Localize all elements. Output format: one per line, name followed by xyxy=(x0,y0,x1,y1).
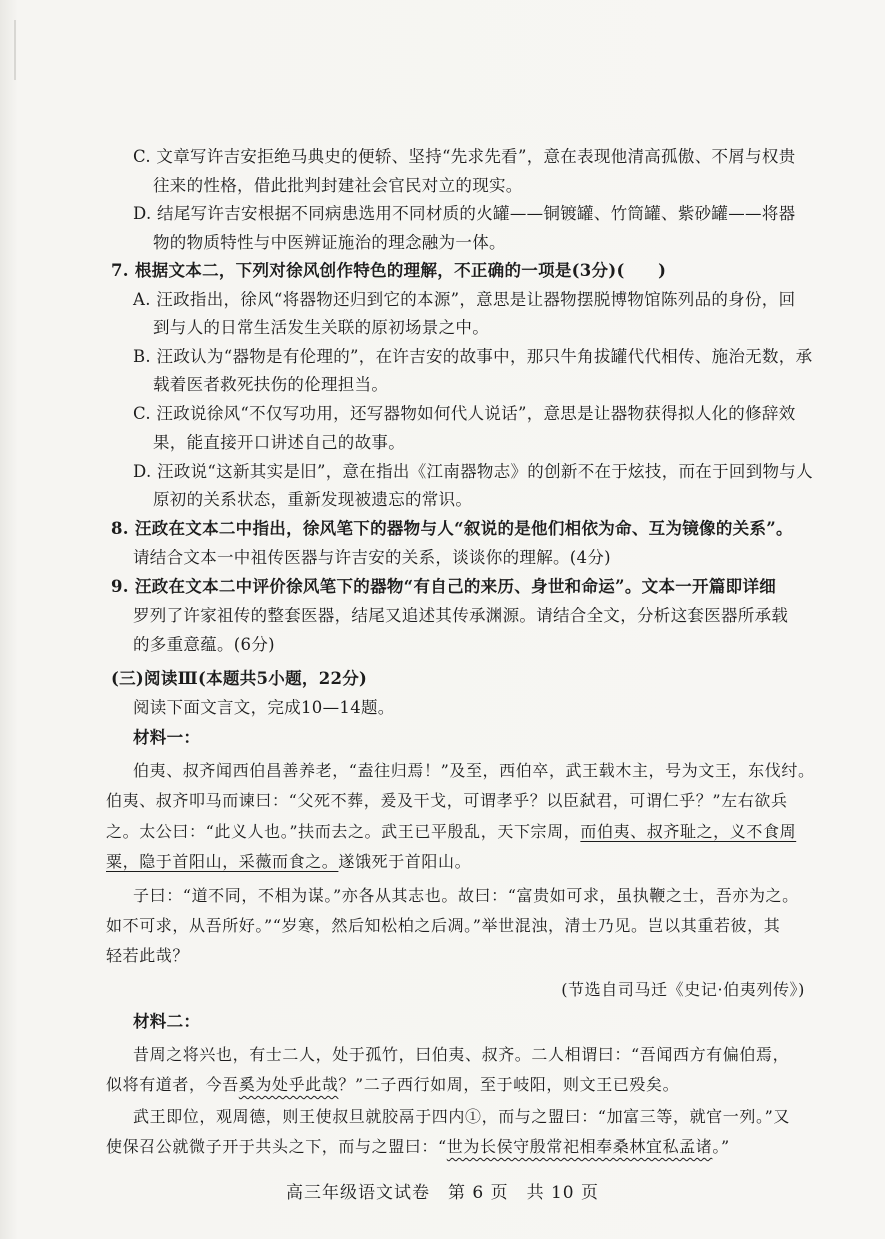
material-1-line-2: 伯夷、叔齐叩马而谏曰：“父死不葬，爰及干戈，可谓孝乎？以臣弑君，可谓仁乎？”左右欲兵 xyxy=(106,791,788,810)
section-3-instruction: 阅读下面文言文，完成10—14题。 xyxy=(133,698,395,717)
material-1-line-7: 轻若此哉？ xyxy=(106,946,190,965)
option-c-line-2: 往来的性格，借此批判封建社会官民对立的现实。 xyxy=(153,176,523,195)
material-1-source: (节选自司马迁《史记·伯夷列传》) xyxy=(561,980,805,999)
q7-option-d-line-2: 原初的关系状态，重新发现被遗忘的常识。 xyxy=(153,490,473,509)
section-3-heading: (三)阅读Ⅲ(本题共5小题，22分) xyxy=(111,669,368,688)
material-2-line-2: 似将有道者，今吾奚为处乎此哉？”二子西行如周，至于岐阳，则文王已殁矣。 xyxy=(106,1075,680,1094)
q7-option-a-line-2: 到与人的日常生活发生关联的原初场景之中。 xyxy=(153,318,489,337)
wavy-underlined-sentence: 世为长侯守殷常祀相奉桑林宜私孟诸 xyxy=(446,1137,713,1156)
material-1-line-4: 粟，隐于首阳山，采薇而食之。遂饿死于首阳山。 xyxy=(106,852,472,871)
question-8-line-2: 请结合文本一中祖传医器与许吉安的关系，谈谈你的理解。(4分) xyxy=(133,548,611,567)
q7-option-c-line-1: C. 汪政说徐风“不仅写功用，还写器物如何代人说话”，意思是让器物获得拟人化的修辞效 xyxy=(133,404,796,423)
q7-option-b-line-2: 载着医者救死扶伤的伦理担当。 xyxy=(153,375,389,394)
material-1-line-6: 如不可求，从吾所好。”“岁寒，然后知松柏之后凋。”举世混浊，清士乃见。岂以其重若彼，其 xyxy=(106,916,781,935)
option-d-line-2: 物的物质特性与中医辨证施治的理念融为一体。 xyxy=(153,233,506,252)
material-2-line-3: 武王即位，观周德，则王使叔旦就胶鬲于四内①，而与之盟曰：“加富三等，就官一列。”又 xyxy=(133,1107,790,1126)
question-9-line-2: 罗列了许家祖传的整套医器，结尾又追述其传承渊源。请结合全文，分析这套医器所承载 xyxy=(133,606,789,625)
option-c-line-1: C. 文章写许吉安拒绝马典史的便轿、坚持“先求先看”，意在表现他清高孤傲、不屑与权贵 xyxy=(133,147,796,166)
material-2-line-4: 使保召公就微子开于共头之下，而与之盟曰：“世为长侯守殷常祀相奉桑林宜私孟诸。” xyxy=(106,1137,730,1156)
question-7: 7. 根据文本二，下列对徐风创作特色的理解，不正确的一项是(3分)( ) xyxy=(111,261,667,280)
material-1-line-1: 伯夷、叔齐闻西伯昌善养老，“盍往归焉！”及至，西伯卒，武王载木主，号为文王，东伐纣。 xyxy=(133,761,815,780)
material-2-heading: 材料二： xyxy=(133,1012,201,1031)
underlined-sentence-1b: 粟，隐于首阳山，采薇而食之。 xyxy=(106,852,339,871)
wavy-underlined-phrase: 奚为处乎此哉 xyxy=(238,1075,339,1094)
question-9-line-1: 9. 汪政在文本二中评价徐风笔下的器物“有自己的来历、身世和命运”。文本一开篇即详细 xyxy=(111,577,777,596)
material-2-line-1: 昔周之将兴也，有士二人，处于孤竹，曰伯夷、叔齐。二人相谓曰：“吾闻西方有偏伯焉， xyxy=(133,1045,790,1064)
material-1-line-5: 子曰：“道不同，不相为谋。”亦各从其志也。故曰：“富贵如可求，虽执鞭之士，吾亦为之。 xyxy=(133,886,799,905)
page-footer: 高三年级语文试卷 第 6 页 共 10 页 xyxy=(285,1183,600,1203)
q7-option-b-line-1: B. 汪政认为“器物是有伦理的”，在许吉安的故事中，那只牛角拔罐代代相传、施治无数，承 xyxy=(133,347,813,366)
q7-option-c-line-2: 果，能直接开口讲述自己的故事。 xyxy=(153,433,405,452)
option-d-line-1: D. 结尾写许吉安根据不同病患选用不同材质的火罐——铜镀罐、竹筒罐、紫砂罐——将器 xyxy=(133,204,796,223)
q7-option-d-line-1: D. 汪政说“这新其实是旧”，意在指出《江南器物志》的创新不在于炫技，而在于回到物与人 xyxy=(133,462,813,481)
scan-edge-mark xyxy=(14,20,16,80)
material-1-line-3: 之。太公曰：“此义人也。”扶而去之。武王已平殷乱，天下宗周，而伯夷、叔齐耻之，义不食周 xyxy=(106,822,797,841)
question-8-line-1: 8. 汪政在文本二中指出，徐风笔下的器物与人“叙说的是他们相依为命、互为镜像的关系”。 xyxy=(111,519,793,538)
material-1-heading: 材料一： xyxy=(133,728,201,747)
q7-option-a-line-1: A. 汪政指出，徐风“将器物还归到它的本源”，意思是让器物摆脱博物馆陈列品的身份，回 xyxy=(133,290,796,309)
question-9-line-3: 的多重意蕴。(6分) xyxy=(133,635,275,654)
underlined-sentence-1a: 而伯夷、叔齐耻之，义不食周 xyxy=(580,822,797,841)
